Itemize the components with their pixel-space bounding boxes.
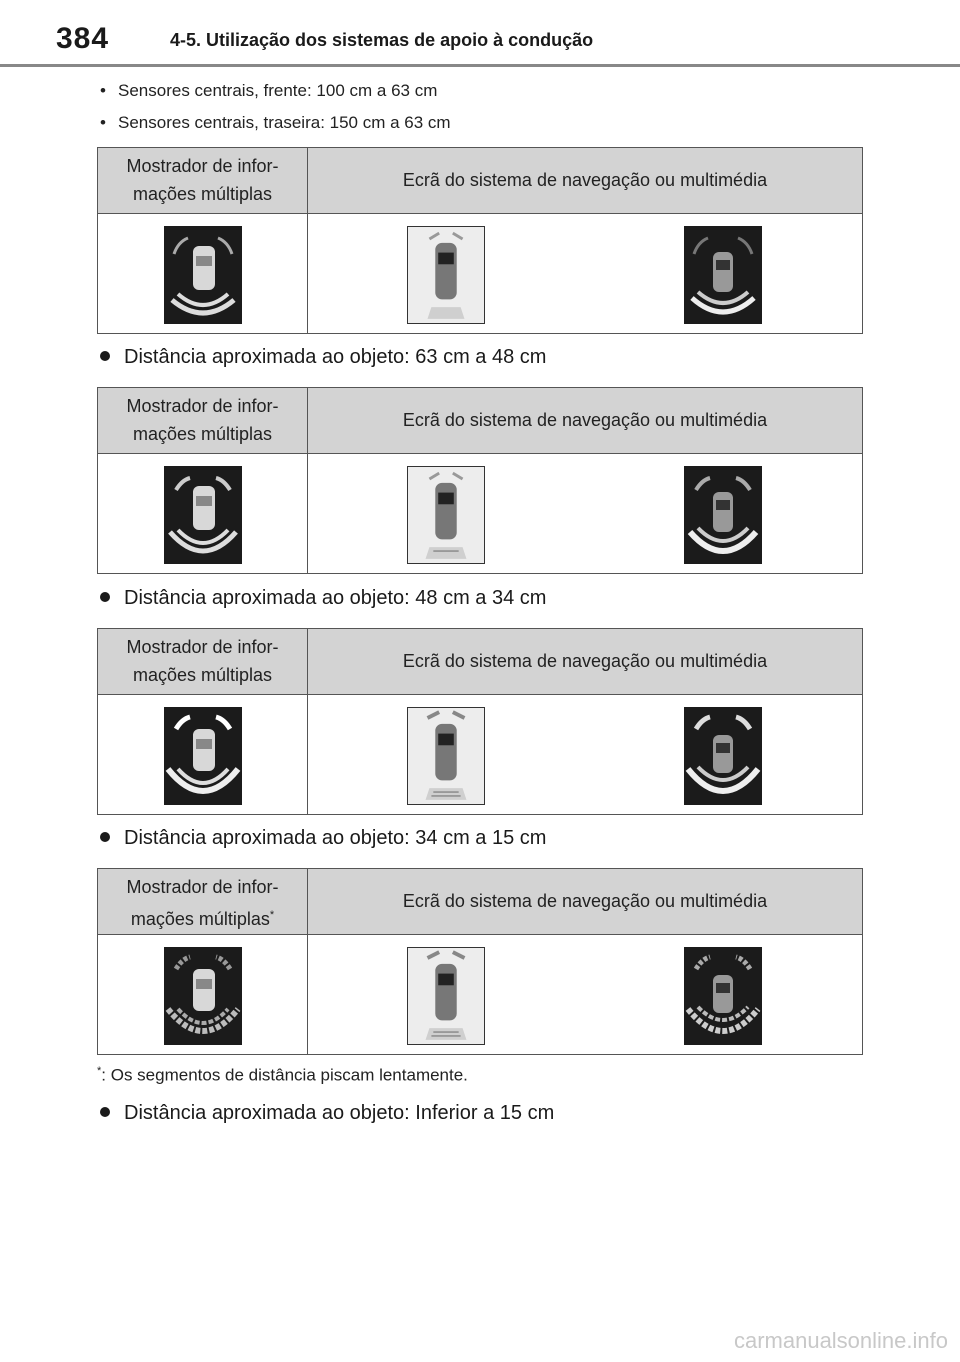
navigation-display-image-rear <box>684 226 762 324</box>
distance-heading: Distância aproximada ao objeto: 48 cm a 34 cm <box>100 587 546 610</box>
bullet-item: • Sensores centrais, traseira: 150 cm a 63 cm <box>100 113 451 132</box>
multi-info-display-cell <box>98 935 308 1055</box>
navigation-display-image-rear <box>684 947 762 1045</box>
distance-heading: Distância aproximada ao objeto: Inferior a 15 cm <box>100 1102 554 1125</box>
navigation-display-cell <box>308 935 863 1055</box>
column-header-multi-info: Mostrador de infor- mações múltiplas <box>98 148 308 214</box>
multi-info-display-cell <box>98 454 308 574</box>
distance-heading: Distância aproximada ao objeto: 63 cm a 48 cm <box>100 346 546 369</box>
bullet-disc <box>100 592 110 602</box>
footnote: *: Os segmentos de distância piscam lentamente. <box>97 1065 468 1085</box>
footnote-mark: * <box>97 1065 102 1077</box>
multi-info-display-image <box>164 466 242 564</box>
column-header-navigation: Ecrã do sistema de navegação ou multimédia <box>308 148 863 214</box>
column-header-navigation: Ecrã do sistema de navegação ou multimédia <box>308 629 863 695</box>
navigation-display-cell <box>308 695 863 815</box>
bullet-dot: • <box>100 81 106 100</box>
footnote-mark: * <box>269 909 275 921</box>
display-table-4 <box>97 868 863 1055</box>
multi-info-display-cell <box>98 695 308 815</box>
bullet-disc <box>100 351 110 361</box>
navigation-display-cell <box>308 454 863 574</box>
navigation-display-image-front <box>407 947 485 1045</box>
bullet-disc <box>100 832 110 842</box>
distance-heading: Distância aproximada ao objeto: 34 cm a 15 cm <box>100 827 546 850</box>
header-divider <box>0 64 960 67</box>
navigation-display-image-front <box>407 466 485 564</box>
navigation-display-image-front <box>407 226 485 324</box>
column-header-multi-info: Mostrador de infor- mações múltiplas* <box>98 869 308 935</box>
bullet-disc <box>100 1107 110 1117</box>
page-header <box>0 0 960 68</box>
section-title: 4-5. Utilização dos sistemas de apoio à condução <box>170 30 594 50</box>
column-header-multi-info: Mostrador de infor- mações múltiplas <box>98 629 308 695</box>
bullet-item: • Sensores centrais, frente: 100 cm a 63 cm <box>100 81 438 100</box>
column-header-navigation: Ecrã do sistema de navegação ou multimédia <box>308 869 863 935</box>
navigation-display-image-rear <box>684 707 762 805</box>
column-header-multi-info: Mostrador de infor- mações múltiplas <box>98 388 308 454</box>
column-header-navigation: Ecrã do sistema de navegação ou multimédia <box>308 388 863 454</box>
display-table-3 <box>97 628 863 815</box>
multi-info-display-image <box>164 226 242 324</box>
multi-info-display-image <box>164 707 242 805</box>
watermark: carmanualsonline.info <box>733 1328 948 1353</box>
display-table-1 <box>97 147 863 334</box>
bullet-dot: • <box>100 113 106 132</box>
page-number: 384 <box>56 22 110 55</box>
display-table-2 <box>97 387 863 574</box>
navigation-display-cell <box>308 214 863 334</box>
multi-info-display-image <box>164 947 242 1045</box>
multi-info-display-cell <box>98 214 308 334</box>
navigation-display-image-rear <box>684 466 762 564</box>
navigation-display-image-front <box>407 707 485 805</box>
